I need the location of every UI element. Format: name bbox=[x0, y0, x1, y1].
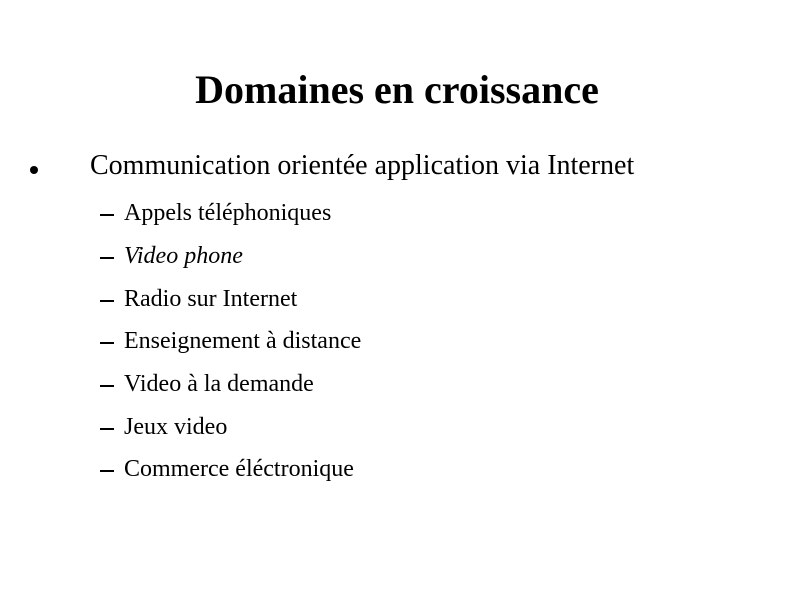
dash-icon bbox=[100, 214, 114, 216]
sub-item-text: Appels téléphoniques bbox=[124, 200, 332, 227]
sub-item-text: Jeux video bbox=[124, 413, 228, 440]
sub-list-item bbox=[100, 235, 361, 278]
sub-list-item bbox=[100, 363, 361, 406]
sub-list-item bbox=[100, 277, 361, 320]
bullet-text: Communication orientée application via Internet bbox=[90, 150, 635, 181]
sub-item-text: Commerce éléctronique bbox=[124, 456, 354, 483]
sub-list bbox=[100, 192, 361, 491]
slide-title: Domaines en croissance bbox=[195, 67, 599, 112]
dash-icon bbox=[100, 470, 114, 472]
dash-icon bbox=[100, 342, 114, 344]
sub-item-text: Video à la demande bbox=[124, 371, 314, 398]
dash-icon bbox=[100, 428, 114, 430]
dash-icon bbox=[100, 257, 114, 259]
sub-item-text: Enseignement à distance bbox=[124, 328, 362, 355]
sub-item-text: Radio sur Internet bbox=[124, 285, 298, 312]
dash-icon bbox=[100, 300, 114, 302]
bullet-dot-icon bbox=[30, 166, 38, 174]
dash-icon bbox=[100, 385, 114, 387]
sub-list-item bbox=[100, 192, 361, 235]
sub-list-item bbox=[100, 320, 361, 363]
sub-item-text: Video phone bbox=[124, 243, 243, 270]
sub-list-item bbox=[100, 405, 361, 448]
bullet-item bbox=[30, 146, 634, 186]
sub-list-item bbox=[100, 448, 361, 491]
